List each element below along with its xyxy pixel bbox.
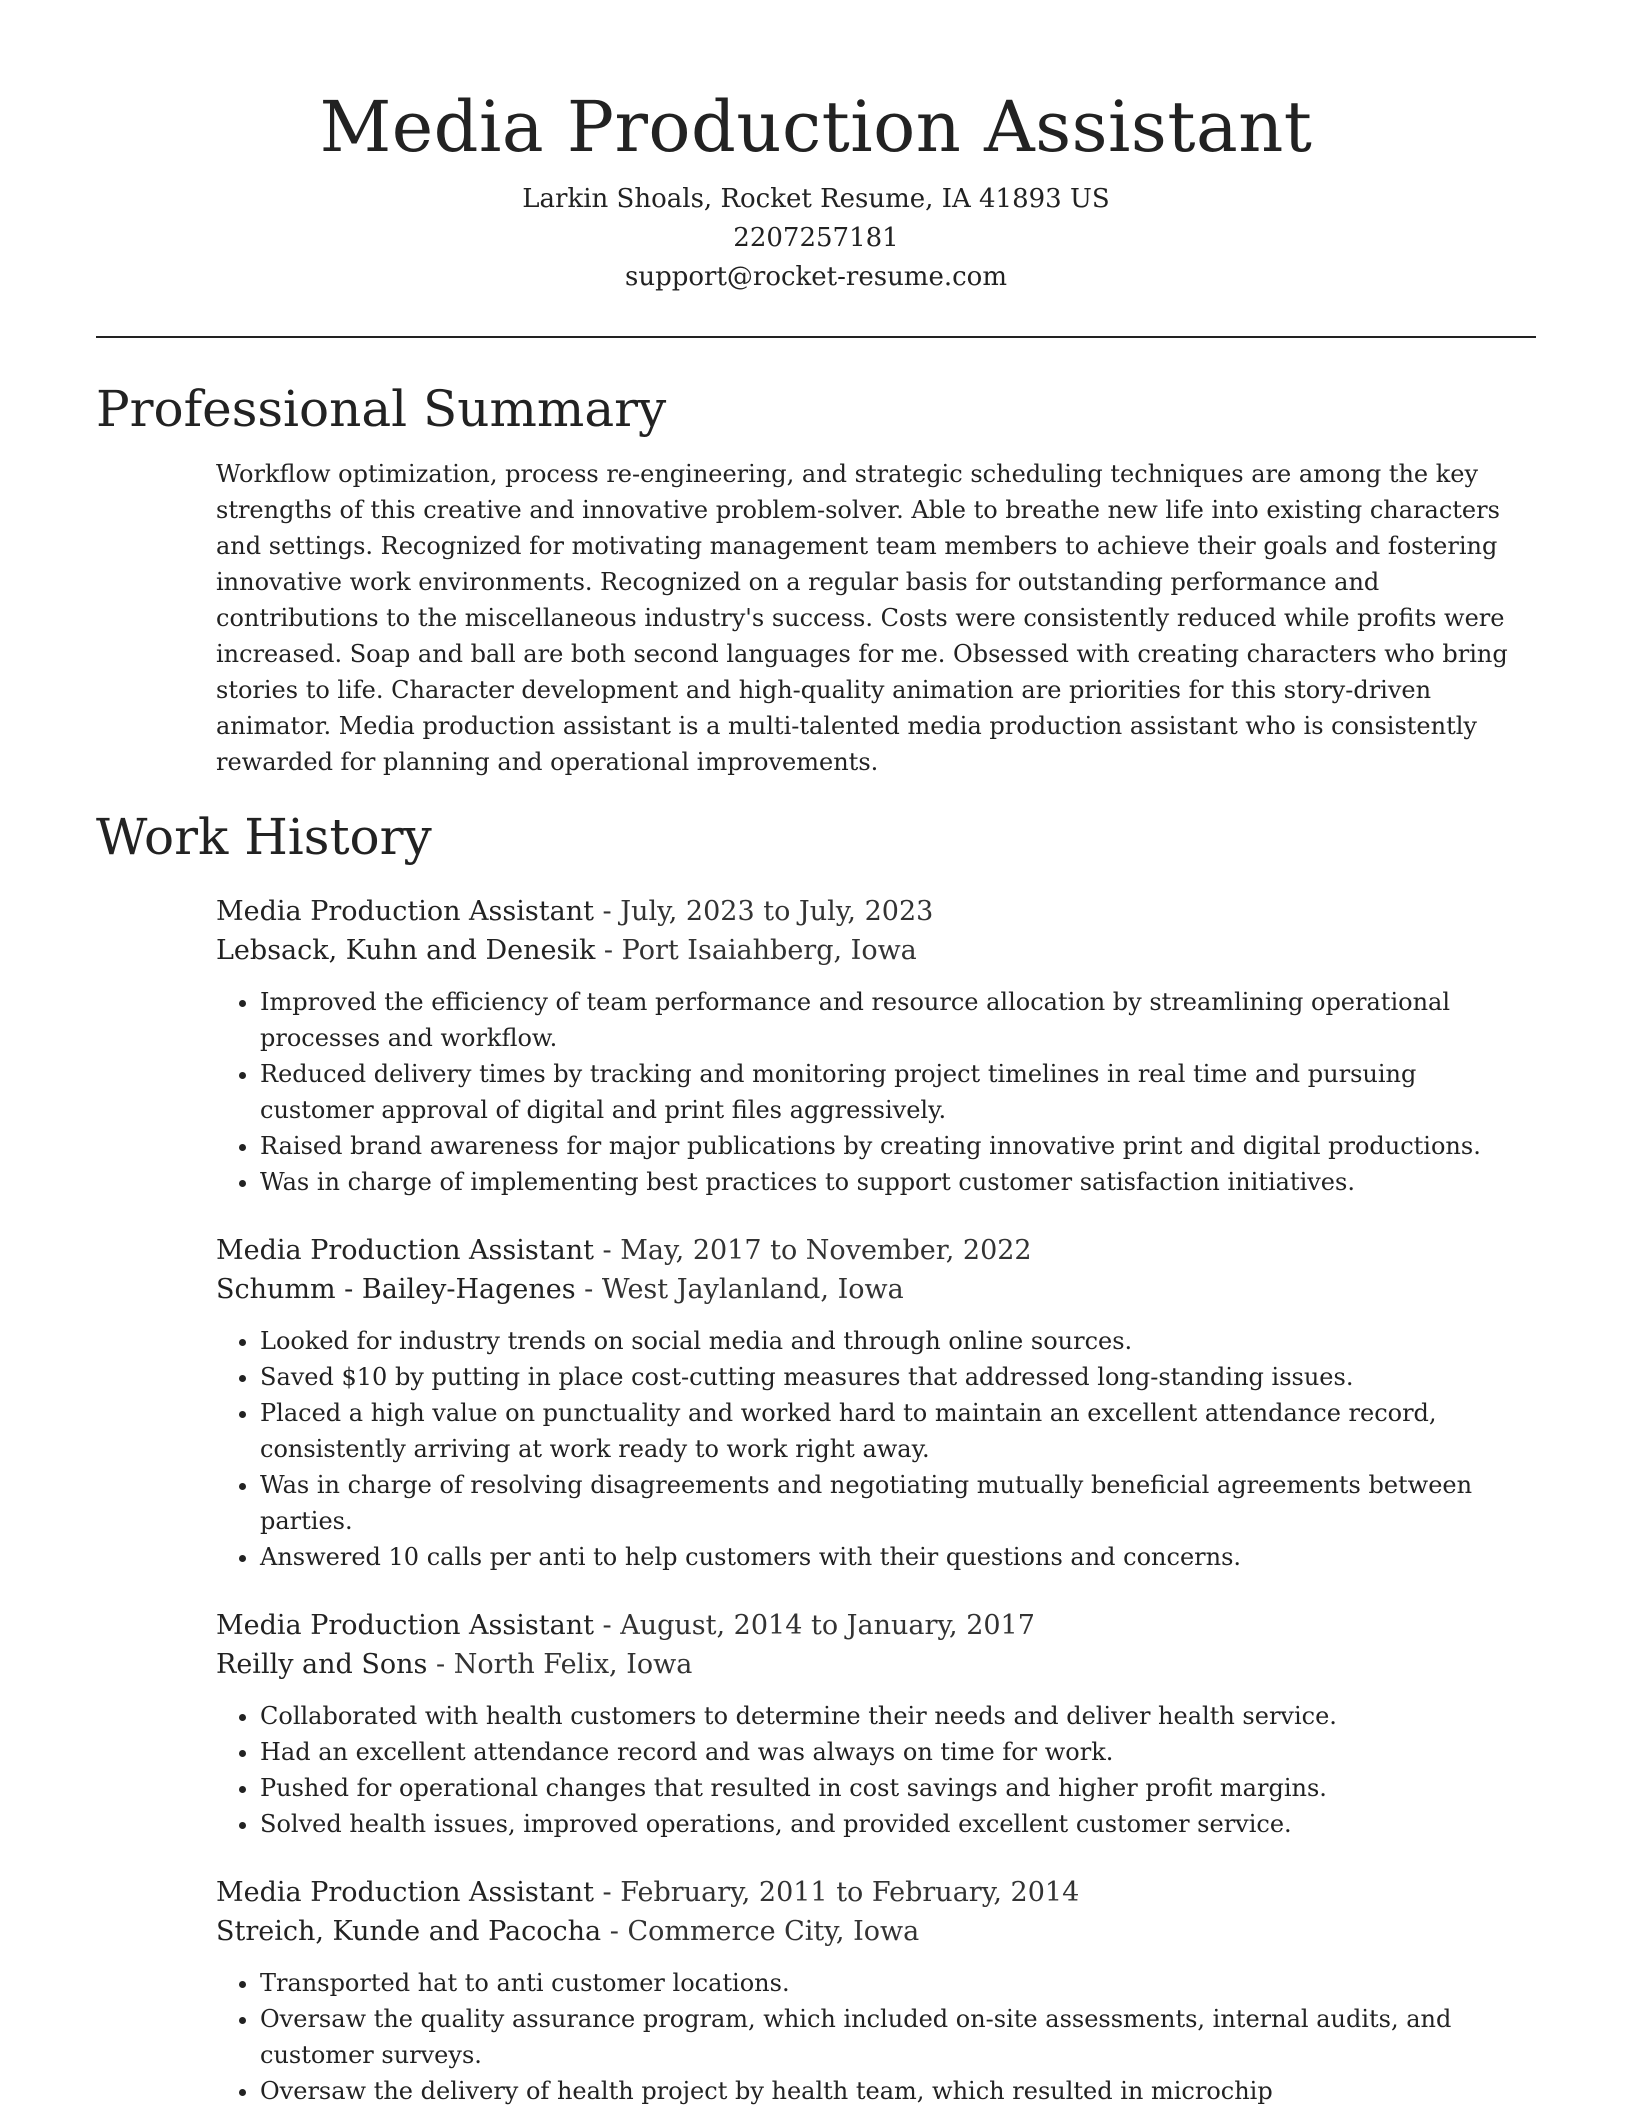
job-role: Media Production Assistant xyxy=(216,1235,594,1266)
job-bullet: • Answered 10 calls per anti to help customers with their questions and concerns. xyxy=(260,1539,1536,1575)
job-bullet: • Oversaw the quality assurance program, which included on-site assessments, internal audits, and customer surveys. xyxy=(260,2001,1536,2073)
job-company-line: Reilly and Sons - North Felix, Iowa xyxy=(216,1649,693,1680)
contact-info xyxy=(96,180,1536,297)
job-bullet: • Transported hat to anti customer locations. xyxy=(260,1965,1536,2001)
job-bullet: • Placed a high value on punctuality and worked hard to maintain an excellent attendance record, consistently arriving at work ready to work right away. xyxy=(260,1395,1536,1467)
work-history-heading: Work History xyxy=(96,808,432,866)
job-location: Port Isaiahberg, Iowa xyxy=(621,935,917,966)
job-bullets xyxy=(216,1965,1536,2109)
job-entry xyxy=(216,892,1536,1200)
contact-address: Larkin Shoals, Rocket Resume, IA 41893 US xyxy=(522,184,1110,214)
job-bullet: • Collaborated with health customers to determine their needs and deliver health service. xyxy=(260,1698,1536,1734)
job-role-line: Media Production Assistant - August, 2014 to January, 2017 xyxy=(216,1610,1035,1641)
job-bullet: • Solved health issues, improved operations, and provided excellent customer service. xyxy=(260,1806,1536,1842)
contact-phone: 2207257181 xyxy=(733,223,899,253)
job-company-line: Lebsack, Kuhn and Denesik - Port Isaiahberg, Iowa xyxy=(216,935,917,966)
job-dates: July, 2023 to July, 2023 xyxy=(620,896,934,927)
resume-page xyxy=(96,0,1536,2109)
job-location: West Jaylanland, Iowa xyxy=(601,1274,904,1305)
summary-text: Workflow optimization, process re-engineering, and strategic scheduling techniques are among the key strengths of this creative and innovative problem-solver. Able to breathe new life into existing characters and settings. Recognized for motivating management team members to achieve their goals and fostering innovative work environments. Recognized on a regular basis for outstanding performance and contributions to the miscellaneous industry's success. Costs were consistently reduced while profits were increased. Soap and ball are both second languages for me. Obsessed with creating characters who bring stories to life. Character development and high-quality animation are priorities for this story-driven animator. Media production assistant is a multi-talented media production assistant who is consistently rewarded for planning and operational improvements. xyxy=(216,460,1508,776)
job-location: Commerce City, Iowa xyxy=(627,1916,920,1947)
summary-heading: Professional Summary xyxy=(96,380,667,438)
job-company: Reilly and Sons xyxy=(216,1649,428,1680)
job-role: Media Production Assistant xyxy=(216,1877,594,1908)
job-company: Streich, Kunde and Pacocha xyxy=(216,1916,602,1947)
job-entry xyxy=(216,1873,1536,2109)
resume-header xyxy=(96,0,1536,297)
contact-email: support@rocket-resume.com xyxy=(624,262,1007,292)
job-bullet: • Saved $10 by putting in place cost-cutting measures that addressed long-standing issues. xyxy=(260,1359,1536,1395)
job-role-line: Media Production Assistant - July, 2023 to July, 2023 xyxy=(216,896,934,927)
job-entry xyxy=(216,1606,1536,1842)
job-company: Schumm - Bailey-Hagenes xyxy=(216,1274,576,1305)
job-role-line: Media Production Assistant - February, 2011 to February, 2014 xyxy=(216,1877,1080,1908)
job-role-line: Media Production Assistant - May, 2017 to November, 2022 xyxy=(216,1235,1032,1266)
job-bullet: • Raised brand awareness for major publications by creating innovative print and digital productions. xyxy=(260,1128,1536,1164)
job-entry xyxy=(216,1231,1536,1575)
job-bullets xyxy=(216,1323,1536,1575)
job-bullet: • Was in charge of implementing best practices to support customer satisfaction initiatives. xyxy=(260,1164,1536,1200)
job-bullet: • Looked for industry trends on social media and through online sources. xyxy=(260,1323,1536,1359)
summary-section xyxy=(96,376,1536,780)
job-dates: February, 2011 to February, 2014 xyxy=(620,1877,1080,1908)
job-dates: August, 2014 to January, 2017 xyxy=(620,1610,1035,1641)
job-company-line: Streich, Kunde and Pacocha - Commerce City, Iowa xyxy=(216,1916,920,1947)
resume-title: Media Production Assistant xyxy=(319,86,1313,168)
job-company-line: Schumm - Bailey-Hagenes - West Jaylanland, Iowa xyxy=(216,1274,904,1305)
job-company: Lebsack, Kuhn and Denesik xyxy=(216,935,596,966)
job-bullet: • Was in charge of resolving disagreements and negotiating mutually beneficial agreements between parties. xyxy=(260,1467,1536,1539)
job-location: North Felix, Iowa xyxy=(453,1649,693,1680)
job-bullet: • Improved the efficiency of team performance and resource allocation by streamlining operational processes and workflow. xyxy=(260,984,1536,1056)
job-dates: May, 2017 to November, 2022 xyxy=(620,1235,1032,1266)
job-bullets xyxy=(216,984,1536,1200)
job-bullet: • Oversaw the delivery of health project by health team, which resulted in microchip xyxy=(260,2073,1536,2109)
header-divider xyxy=(96,336,1536,338)
job-bullet: • Had an excellent attendance record and was always on time for work. xyxy=(260,1734,1536,1770)
job-bullet: • Pushed for operational changes that resulted in cost savings and higher profit margins. xyxy=(260,1770,1536,1806)
work-history-section xyxy=(96,804,1536,2109)
job-bullets xyxy=(216,1698,1536,1842)
job-bullet: • Reduced delivery times by tracking and monitoring project timelines in real time and pursuing customer approval of digital and print files aggressively. xyxy=(260,1056,1536,1128)
job-role: Media Production Assistant xyxy=(216,896,594,927)
job-role: Media Production Assistant xyxy=(216,1610,594,1641)
